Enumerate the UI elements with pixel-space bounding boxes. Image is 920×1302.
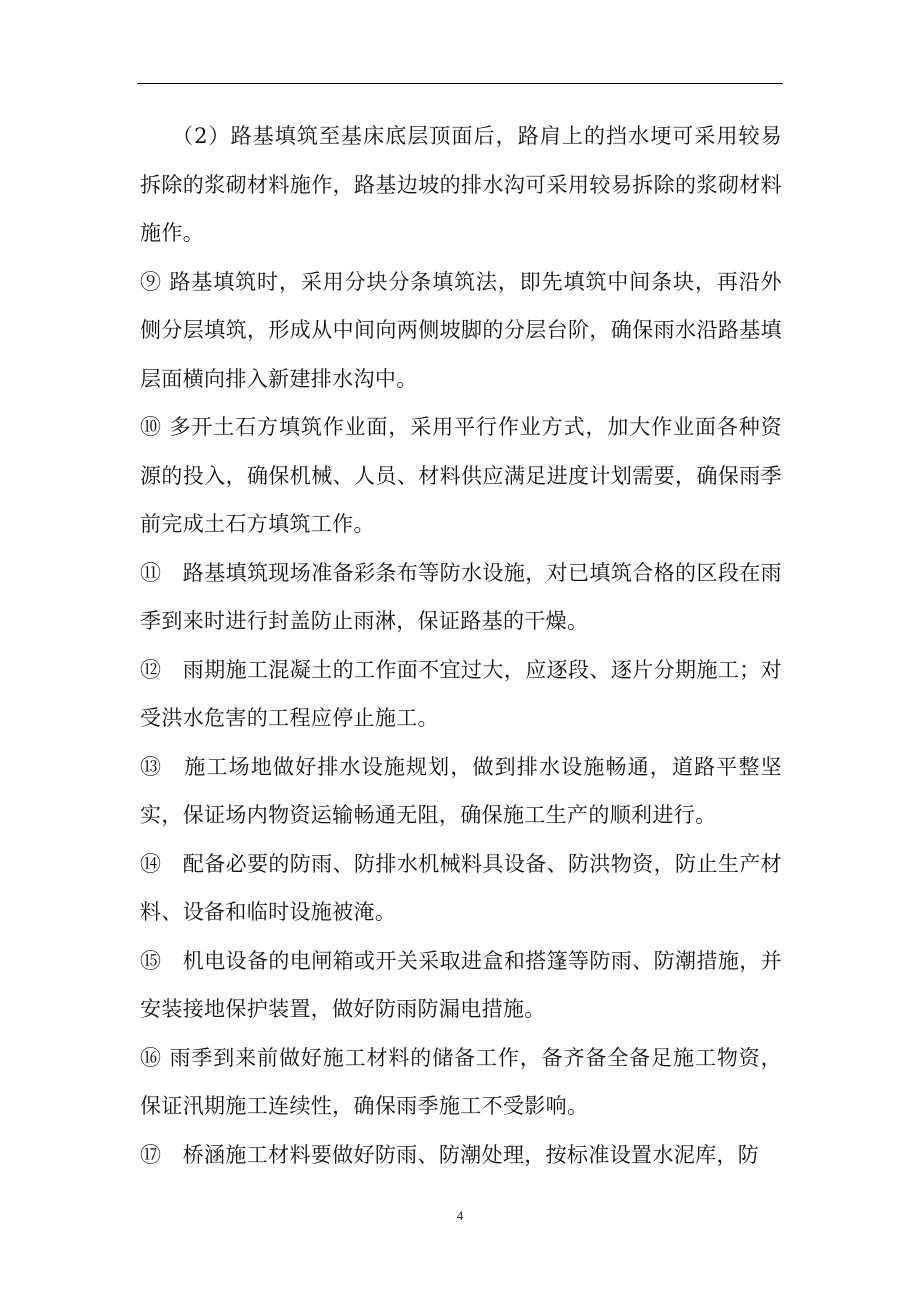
document-body xyxy=(140,112,782,1179)
paragraph-item-11: ⑪ 路基填筑现场准备彩条布等防水设施，对已填筑合格的区段在雨季到来时进行封盖防止雨淋，保证路基的干燥。 xyxy=(140,560,782,633)
paragraph-item-17: ⑰ 桥涵施工材料要做好防雨、防潮处理，按标准设置水泥库，防 xyxy=(140,1142,760,1167)
paragraph-item-15: ⑮ 机电设备的电闸箱或开关采取进盒和搭篷等防雨、防潮措施，并安装接地保护装置，做好防雨防漏电措施。 xyxy=(140,948,782,1021)
page-number: 4 xyxy=(456,1208,464,1223)
paragraph-item-12: ⑫ 雨期施工混凝土的工作面不宜过大，应逐段、逐片分期施工；对受洪水危害的工程应停止施工。 xyxy=(140,657,782,730)
paragraph-item-14: ⑭ 配备必要的防雨、防排水机械料具设备、防洪物资，防止生产材料、设备和临时设施被淹。 xyxy=(140,851,782,924)
paragraph-item-16: ⑯ 雨季到来前做好施工材料的储备工作，备齐备全备足施工物资，保证汛期施工连续性，确保雨季施工不受影响。 xyxy=(140,1045,782,1118)
paragraph-item-13: ⑬ 施工场地做好排水设施规划，做到排水设施畅通，道路平整坚实，保证场内物资运输畅通无阻，确保施工生产的顺利进行。 xyxy=(140,754,782,827)
paragraph-item-10: ⑩ 多开土石方填筑作业面，采用平行作业方式，加大作业面各种资源的投入，确保机械、人员、材料供应满足进度计划需要，确保雨季前完成土石方填筑工作。 xyxy=(140,415,782,536)
paragraph-item-9: ⑨ 路基填筑时，采用分块分条填筑法，即先填筑中间条块，再沿外侧分层填筑，形成从中间向两侧坡脚的分层台阶，确保雨水沿路基填层面横向排入新建排水沟中。 xyxy=(140,269,782,391)
header-rule xyxy=(137,83,783,84)
paragraph-2-roadbed-fill: （2）路基填筑至基床底层顶面后，路肩上的挡水埂可采用较易拆除的浆砌材料施作，路基边坡的排水沟可采用较易拆除的浆砌材料施作。 xyxy=(140,124,782,245)
